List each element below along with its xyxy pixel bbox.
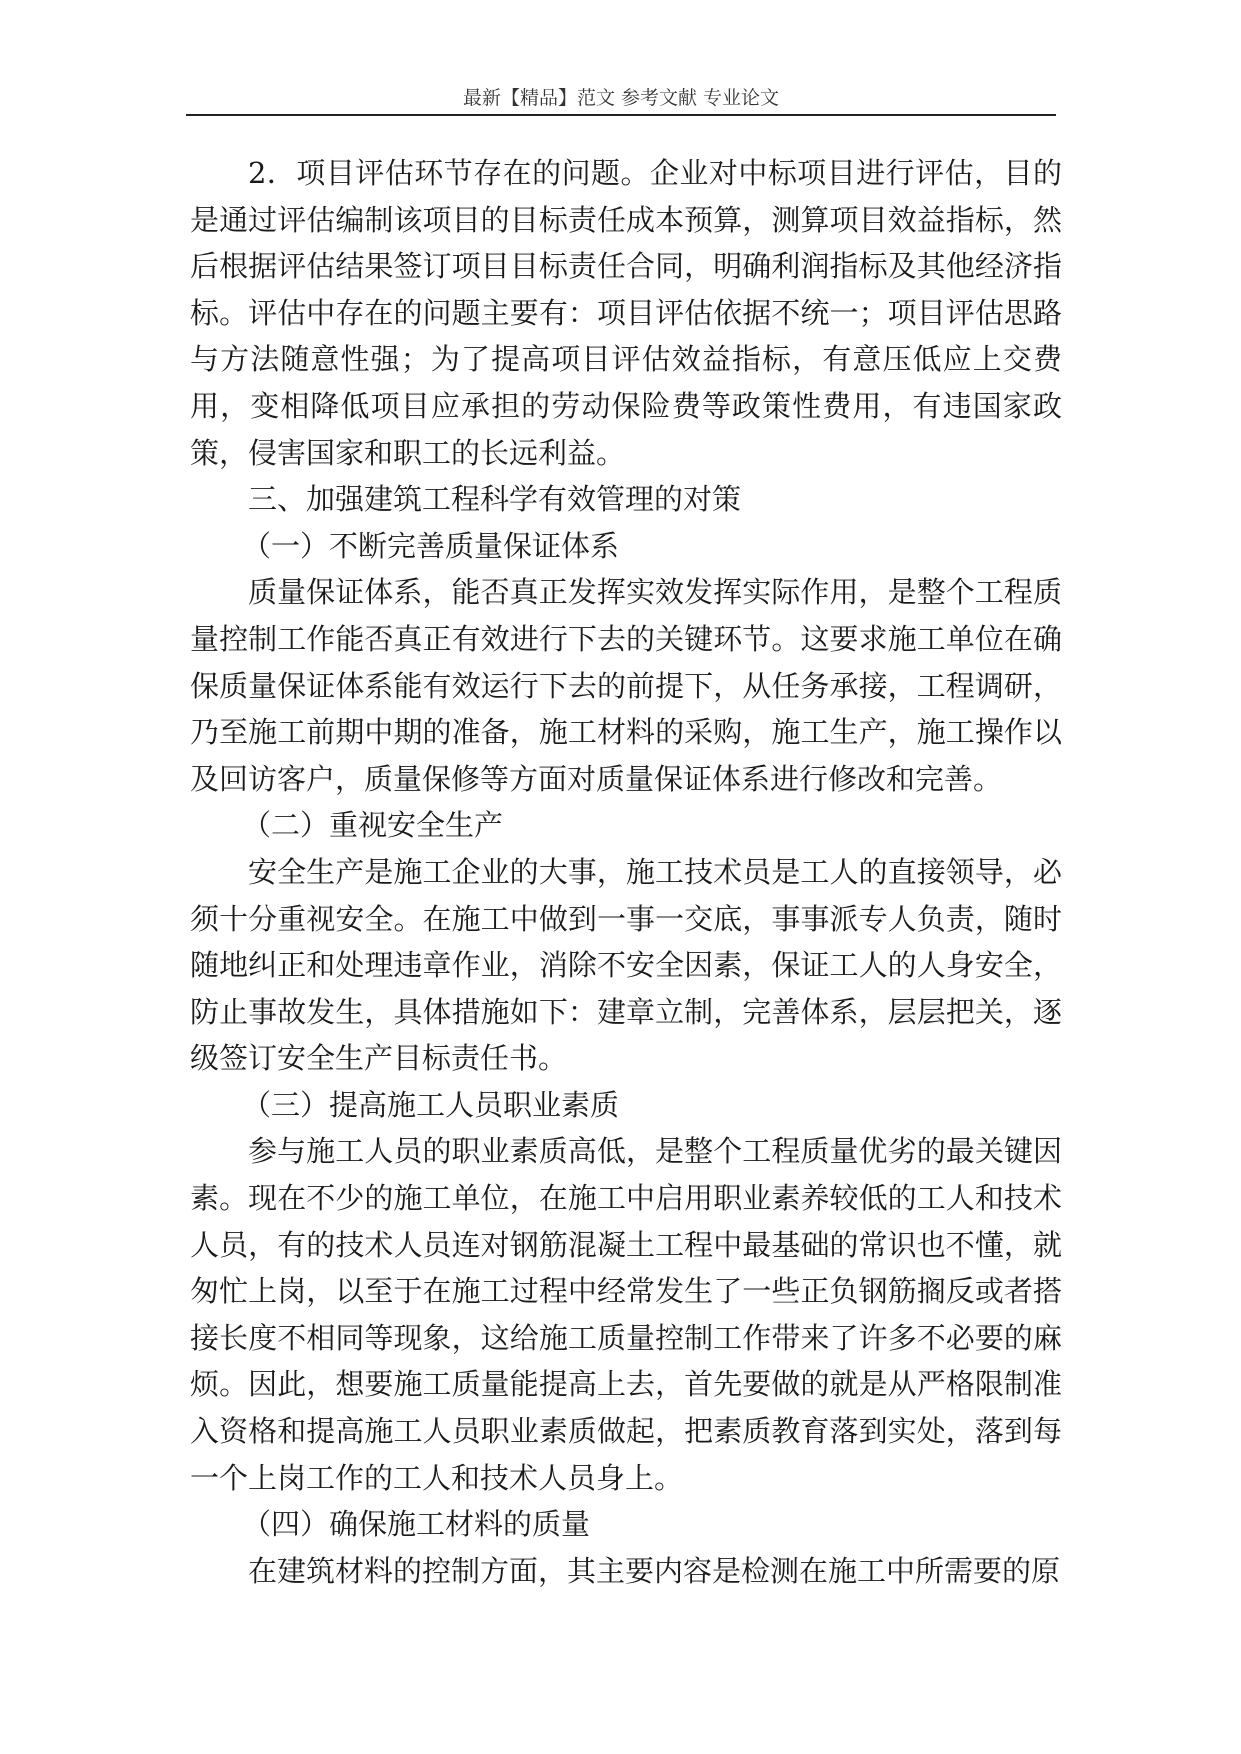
paragraph-worker-quality: 参与施工人员的职业素质高低，是整个工程质量优劣的最关键因素。现在不少的施工单位，在施工中启用职业素养较低的工人和技术人员，有的技术人员连对钢筋混凝土工程中最基础的常识也不懂，就匆忙上岗，以至于在施工过程中经常发生了一些正负钢筋搁反或者搭接长度不相同等现象，这给施工质量控制工作带来了许多不必要的麻烦。因此，想要施工质量能提高上去，首先要做的就是从严格限制准入资格和提高施工人员职业素质做起，把素质教育落到实处，落到每一个上岗工作的工人和技术人员身上。 bbox=[190, 1134, 1062, 1495]
page-header: 最新【精品】范文 参考文献 专业论文 bbox=[462, 87, 780, 109]
header-rule bbox=[186, 114, 1056, 116]
subheading-safety-production: （二）重视安全生产 bbox=[242, 808, 504, 843]
paragraph-project-evaluation-issues: 2．项目评估环节存在的问题。企业对中标项目进行评估，目的是通过评估编制该项目的目标责任成本预算，测算项目效益指标，然后根据评估结果签订项目目标责任合同，明确利润指标及其他经济指标。评估中存在的问题主要有：项目评估依据不统一；项目评估思路与方法随意性强；为了提高项目评估效益指标，有意压低应上交费用，变相降低项目应承担的劳动保险费等政策性费用，有违国家政策，侵害国家和职工的长远利益。 bbox=[190, 156, 1062, 470]
paragraph-safety-production: 安全生产是施工企业的大事，施工技术员是工人的直接领导，必须十分重视安全。在施工中做到一事一交底，事事派专人负责，随时随地纠正和处理违章作业，消除不安全因素，保证工人的人身安全，防止事故发生，具体措施如下：建章立制，完善体系，层层把关，逐级签订安全生产目标责任书。 bbox=[190, 854, 1062, 1076]
paragraph-material-quality: 在建筑材料的控制方面，其主要内容是检测在施工中所需要的原 bbox=[248, 1553, 1061, 1588]
subheading-worker-quality: （三）提高施工人员职业素质 bbox=[242, 1087, 620, 1122]
paragraph-quality-assurance: 质量保证体系，能否真正发挥实效发挥实际作用，是整个工程质量控制工作能否真正有效进行下去的关键环节。这要求施工单位在确保质量保证体系能有效运行下去的前提下，从任务承接，工程调研，乃至施工前期中期的准备，施工材料的采购，施工生产，施工操作以及回访客户，质量保修等方面对质量保证体系进行修改和完善。 bbox=[190, 575, 1062, 796]
subheading-material-quality: （四）确保施工材料的质量 bbox=[242, 1507, 591, 1542]
subheading-quality-assurance: （一）不断完善质量保证体系 bbox=[242, 528, 620, 563]
section-heading-countermeasures: 三、加强建筑工程科学有效管理的对策 bbox=[248, 482, 742, 517]
document-body bbox=[190, 150, 1062, 1594]
